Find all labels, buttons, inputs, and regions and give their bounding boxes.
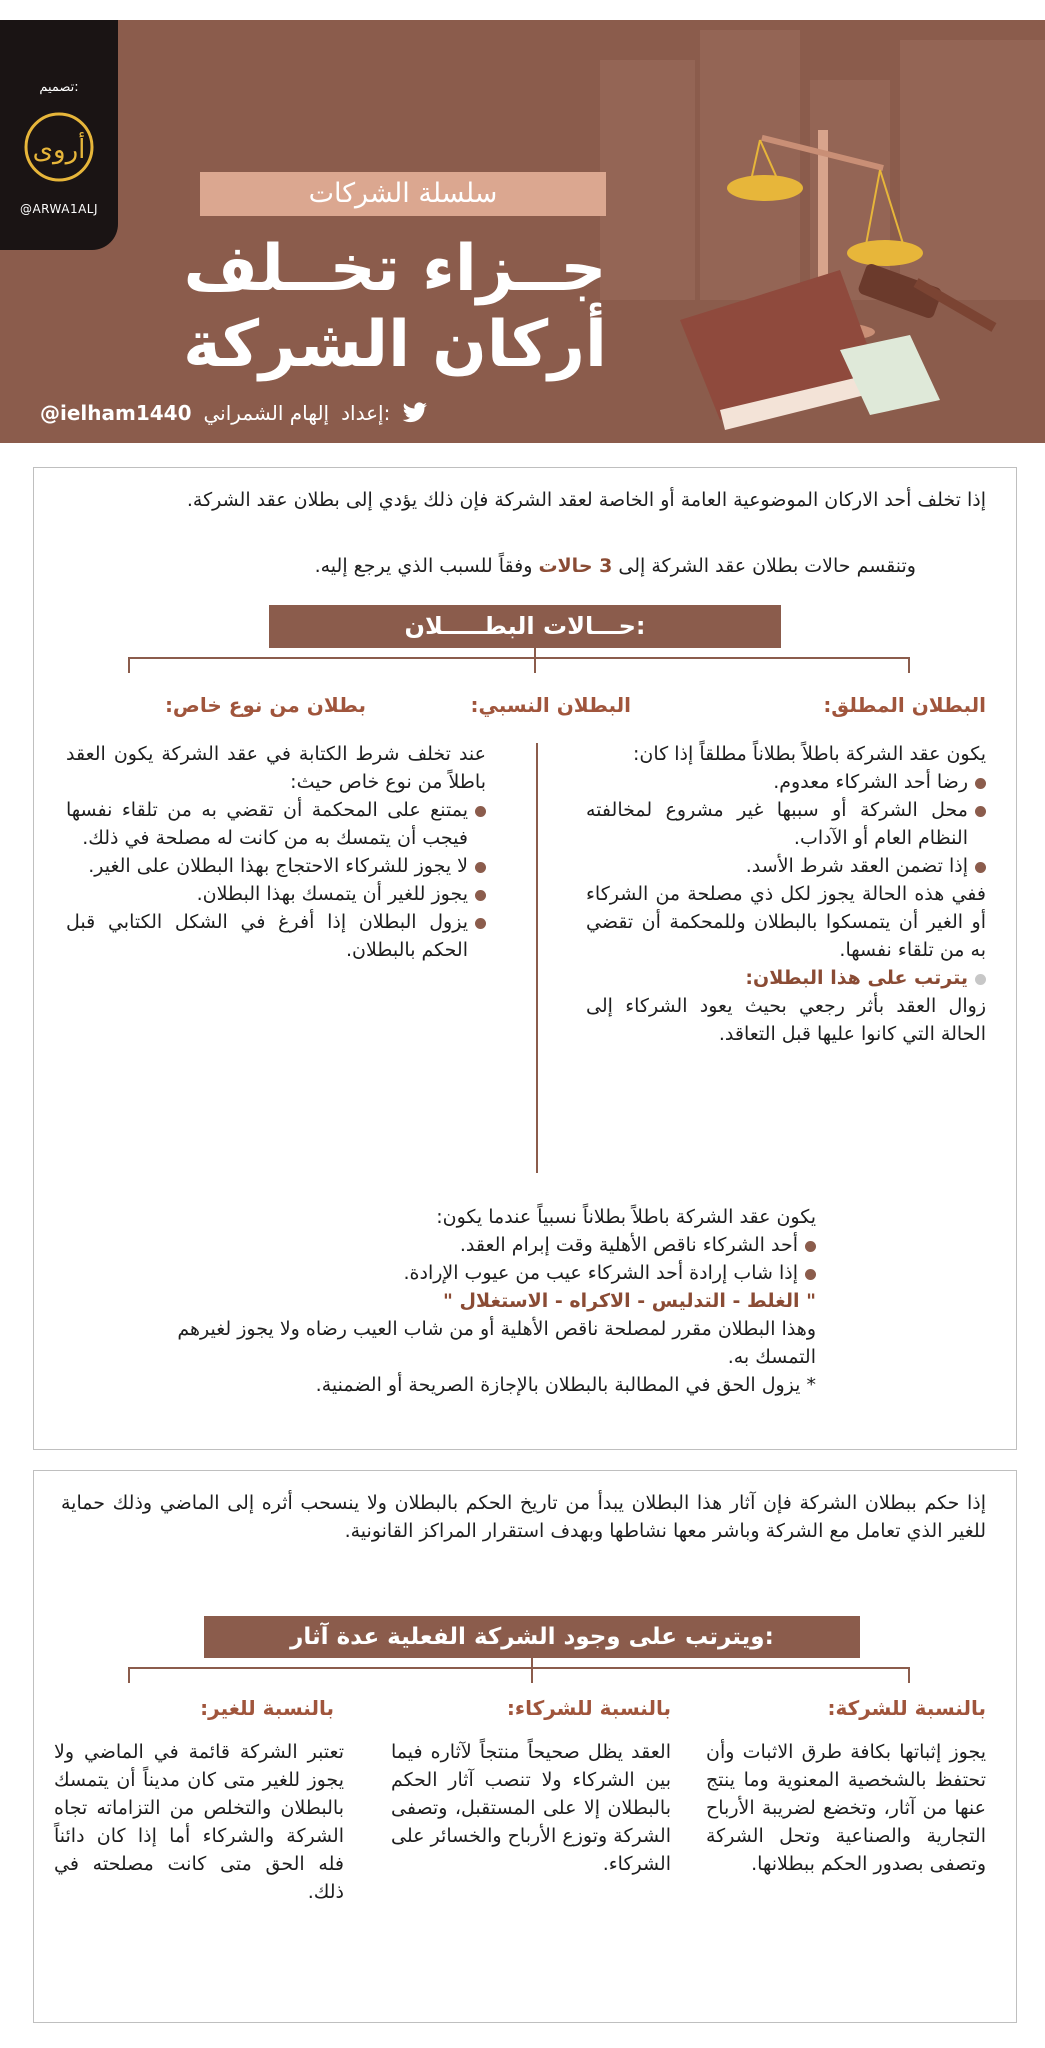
tree-connector bbox=[128, 1667, 130, 1683]
header-banner bbox=[0, 20, 1045, 443]
effects-third-party-text: تعتبر الشركة قائمة في الماضي ولا يجوز للغير متى كان مديناً أن يتمسك بالبطلان والتخلص من التزاماته تجاه الشركة والشركاء أما إذا كان دائناً فله الحق متى كانت مصلحته في ذلك. bbox=[54, 1741, 344, 1903]
tree-connector bbox=[128, 1667, 910, 1669]
relative-nullity-intro: يكون عقد الشركة باطلاً بطلاناً نسبياً عندما يكون: bbox=[436, 1206, 816, 1228]
list-item: أحد الشركاء ناقص الأهلية وقت إبرام العقد. bbox=[176, 1231, 816, 1259]
relative-nullity-note: وهذا البطلان مقرر لمصلحة ناقص الأهلية أو من شاب العيب رضاه ولا يجوز لغيرهم التمسك به. bbox=[177, 1318, 816, 1368]
effects-partners-text: العقد يظل صحيحاً منتجاً لآثاره فيما بين الشركاء ولا تنصب آثار الحكم بالبطلان إلا على المستقبل، وتصفى الشركة وتوزع الأرباح والخسائر على الشركاء. bbox=[391, 1741, 671, 1875]
absolute-nullity-intro: يكون عقد الشركة باطلاً بطلاناً مطلقاً إذا كان: bbox=[633, 743, 986, 765]
special-nullity-title: بطلان من نوع خاص: bbox=[164, 693, 366, 717]
title-line-1: جــزاء تخــلف bbox=[183, 232, 607, 306]
split-count: 3 حالات bbox=[538, 555, 613, 577]
relative-nullity-list bbox=[176, 1231, 816, 1287]
absolute-effect-title: يترتب على هذا البطلان: bbox=[586, 964, 986, 992]
design-label: تصميم: bbox=[39, 80, 79, 95]
section2-intro: إذا حكم ببطلان الشركة فإن آثار هذا البطلان يبدأ من تاريخ الحكم بالبطلان ولا ينسحب أثره إلى الماضي وذلك حماية للغير الذي تعامل مع الشركة وباشر معها نشاطها وبهدف استقرار المراكز القانونية. bbox=[61, 1492, 986, 1542]
cases-heading: حـــالات البطـــــلان: bbox=[269, 605, 781, 648]
designer-handle: @ARWA1ALJ bbox=[19, 202, 99, 216]
list-item: لا يجوز للشركاء الاحتجاج بهذا البطلان على الغير. bbox=[66, 852, 486, 880]
logo-text: أروى bbox=[32, 135, 86, 165]
list-item: رضا أحد الشركاء معدوم. bbox=[586, 768, 986, 796]
relative-nullity-title: البطلان النسبي: bbox=[470, 693, 631, 717]
section-de-facto-company bbox=[33, 1470, 1017, 2023]
author-line bbox=[40, 395, 440, 431]
list-item: إذا تضمن العقد شرط الأسد. bbox=[586, 852, 986, 880]
list-item: يمتنع على المحكمة أن تقضي به من تلقاء نفسها فيجب أن يتمسك به من كانت له مصلحة في ذلك. bbox=[66, 796, 486, 852]
designer-logo-box bbox=[0, 20, 118, 250]
title-line-2: أركان الشركة bbox=[183, 308, 607, 382]
twitter-icon[interactable] bbox=[402, 402, 428, 424]
effects-company-title: بالنسبة للشركة: bbox=[827, 1696, 986, 1720]
special-nullity-body bbox=[66, 740, 486, 964]
will-defects-list: " الغلط - التدليس - الاكراه - الاستغلال " bbox=[443, 1290, 816, 1312]
split-after: وفقاً للسبب الذي يرجع إليه. bbox=[314, 555, 533, 577]
tree-connector bbox=[128, 657, 130, 673]
effects-heading: ويترتب على وجود الشركة الفعلية عدة آثار: bbox=[204, 1616, 860, 1658]
absolute-nullity-list bbox=[586, 768, 986, 880]
column-divider bbox=[536, 743, 538, 1173]
tree-connector bbox=[531, 1667, 533, 1683]
special-nullity-intro: عند تخلف شرط الكتابة في عقد الشركة يكون العقد باطلاً من نوع خاص حيث: bbox=[66, 743, 486, 793]
tree-connector bbox=[534, 657, 536, 673]
section-nullity-cases bbox=[33, 467, 1017, 1450]
designer-logo bbox=[22, 102, 96, 192]
absolute-nullity-title: البطلان المطلق: bbox=[823, 693, 986, 717]
absolute-nullity-body bbox=[586, 740, 986, 1048]
tree-connector bbox=[908, 1667, 910, 1683]
absolute-nullity-note: ففي هذه الحالة يجوز لكل ذي مصلحة من الشركاء أو الغير أن يتمسكوا بالبطلان وللمحكمة أن تقضي به من تلقاء نفسها. bbox=[586, 883, 986, 961]
split-sentence bbox=[56, 552, 916, 580]
justice-scale-illustration bbox=[640, 110, 1020, 430]
special-nullity-list bbox=[66, 796, 486, 964]
author-name: إلهام الشمراني bbox=[203, 401, 330, 425]
absolute-effect-text: زوال العقد بأثر رجعي بحيث يعود الشركاء إلى الحالة التي كانوا عليها قبل التعاقد. bbox=[586, 995, 986, 1045]
tree-connector bbox=[908, 657, 910, 673]
relative-star-note: * يزول الحق في المطالبة بالبطلان بالإجازة الصريحة أو الضمنية. bbox=[315, 1374, 816, 1396]
split-before: وتنقسم حالات بطلان عقد الشركة إلى bbox=[618, 555, 916, 577]
relative-nullity-body bbox=[176, 1203, 816, 1399]
series-title: سلسلة الشركات bbox=[200, 172, 606, 216]
author-handle[interactable]: @ielham1440 bbox=[40, 401, 192, 425]
effects-third-party-title: بالنسبة للغير: bbox=[200, 1696, 334, 1720]
intro-text: إذا تخلف أحد الاركان الموضوعية العامة أو الخاصة لعقد الشركة فإن ذلك يؤدي إلى بطلان عقد الشركة. bbox=[186, 489, 986, 511]
list-item: يجوز للغير أن يتمسك بهذا البطلان. bbox=[66, 880, 486, 908]
list-item: محل الشركة أو سببها غير مشروع لمخالفته النظام العام أو الآداب. bbox=[586, 796, 986, 852]
list-item: يزول البطلان إذا أفرغ في الشكل الكتابي قبل الحكم بالبطلان. bbox=[66, 908, 486, 964]
tree-connector bbox=[128, 657, 910, 659]
effects-partners-title: بالنسبة للشركاء: bbox=[506, 1696, 671, 1720]
effects-company-text: يجوز إثباتها بكافة طرق الاثبات وأن تحتفظ بالشخصية المعنوية وما ينتج عنها من آثار، وتخضع لضريبة الأرباح التجارية والصناعية وتحل الشركة وتصفى بصدور الحكم ببطلانها. bbox=[706, 1741, 986, 1875]
list-item: إذا شاب إرادة أحد الشركاء عيب من عيوب الإرادة. bbox=[176, 1259, 816, 1287]
author-prefix: إعداد: bbox=[341, 401, 391, 425]
